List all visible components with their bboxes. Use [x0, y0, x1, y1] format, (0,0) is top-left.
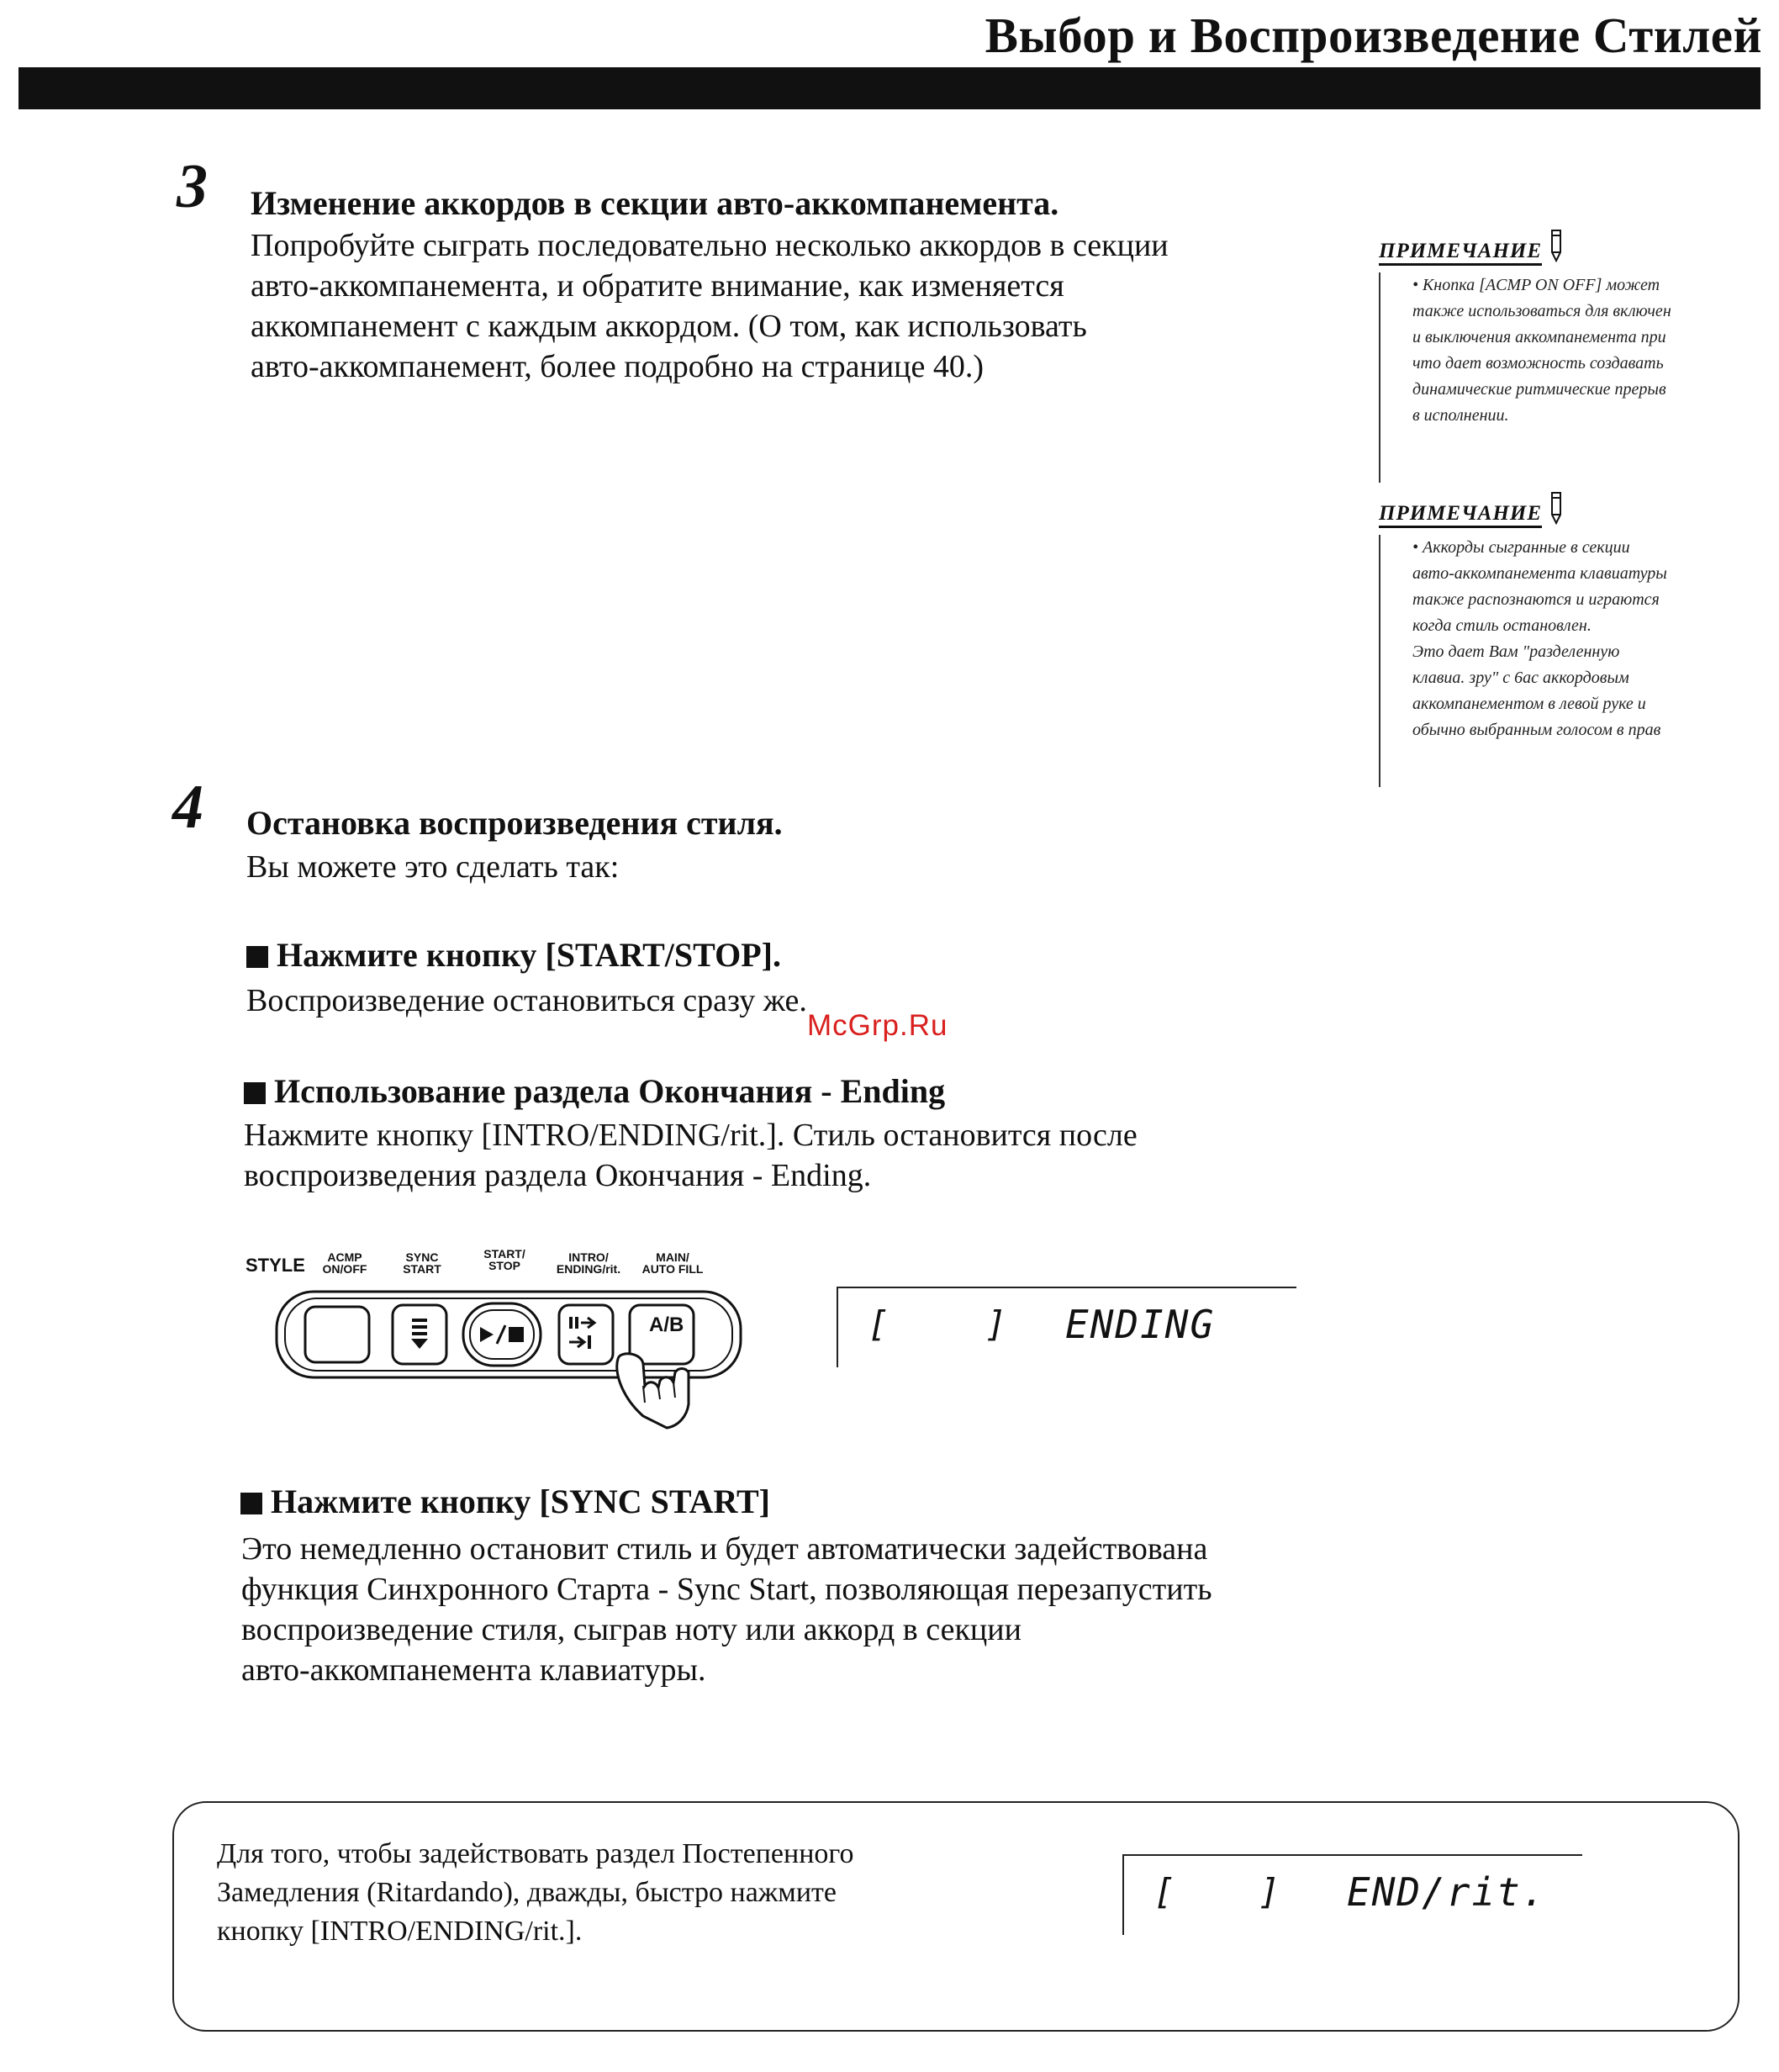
method-line: Воспроизведение остановиться сразу же.	[246, 983, 807, 1018]
note-line: в исполнении.	[1412, 406, 1509, 425]
step-number-4: 4	[172, 773, 203, 842]
method-title-text: Использование раздела Окончания - Ending	[274, 1072, 946, 1110]
note-body	[1379, 272, 1779, 483]
method-title	[246, 935, 781, 975]
start-stop-label: START/ STOP	[483, 1247, 525, 1272]
watermark: McGrp.Ru	[807, 1009, 948, 1042]
play-stop-icon	[480, 1325, 524, 1344]
note-line: авто-аккомпанемента клавиатуры	[1412, 564, 1667, 583]
intro-ending-button[interactable]	[559, 1305, 613, 1364]
pencil-icon	[1545, 229, 1567, 262]
display-left-bracket: [	[868, 1303, 890, 1345]
note-1	[1379, 229, 1779, 483]
note-line: клавиа. зру" с 6ас аккордовым	[1412, 669, 1629, 687]
intro-ending-icon	[569, 1317, 594, 1349]
note-line: когда стиль остановлен.	[1412, 616, 1592, 635]
acmp-button[interactable]	[305, 1307, 369, 1362]
method-line: функция Синхронного Старта - Sync Start, позволяющая перезапустить	[241, 1572, 1212, 1607]
acmp-label: ACMP ON/OFF	[322, 1250, 367, 1276]
step3-line: авто-аккомпанемента, и обратите внимание, как изменяется	[251, 268, 1064, 304]
note-line: динамические ритмические прерыв	[1412, 380, 1666, 399]
step3-heading: Изменение аккордов в секции авто-аккомпанемента.	[251, 184, 1059, 222]
method-title	[244, 1071, 945, 1111]
step4-intro: Вы можете это сделать так:	[246, 849, 620, 885]
bullet-square	[246, 946, 268, 968]
step3-line: авто-аккомпанемент, более подробно на странице 40.)	[251, 349, 985, 384]
step3-body	[251, 225, 1169, 387]
style-label: STYLE	[245, 1255, 305, 1276]
ab-icon: A/B	[649, 1314, 684, 1336]
step4-heading: Остановка воспроизведения стиля.	[246, 804, 783, 842]
sync-start-button[interactable]	[393, 1305, 446, 1364]
step-number-3: 3	[177, 152, 208, 221]
note-line: также распознаются и играются	[1412, 590, 1660, 609]
display-right-bracket: ]	[985, 1303, 1007, 1345]
method-line: Нажмите кнопку [INTRO/ENDING/rit.]. Стиль остановится после	[244, 1118, 1138, 1153]
method-title	[240, 1482, 770, 1521]
note-line: аккомпанементом в левой руке и	[1412, 695, 1646, 713]
info-line: кнопку [INTRO/ENDING/rit.].	[217, 1916, 583, 1947]
note-line: Это дает Вам "разделенную	[1412, 642, 1620, 661]
pencil-icon	[1545, 491, 1567, 525]
display-left-bracket: [	[1153, 1871, 1175, 1912]
display-text: END/rit.	[1347, 1869, 1547, 1915]
bullet-square	[244, 1082, 266, 1104]
method-line: авто-аккомпанемента клавиатуры.	[241, 1652, 706, 1688]
title-bar	[18, 67, 1761, 109]
bullet-square	[240, 1493, 262, 1514]
info-text	[217, 1835, 854, 1951]
display-end-rit	[1122, 1854, 1582, 1935]
note-line: также использоваться для включен	[1412, 302, 1671, 320]
start-stop-button[interactable]	[463, 1303, 541, 1366]
note-line: и выключения аккомпанемента при	[1412, 328, 1666, 346]
method-body	[244, 1115, 1138, 1196]
note-2	[1379, 491, 1779, 787]
method-line: Это немедленно остановит стиль и будет автоматически задействована	[241, 1531, 1208, 1567]
display-ending	[837, 1287, 1296, 1367]
method-line: воспроизведение стиля, сыграв ноту или аккорд в секции	[241, 1612, 1021, 1647]
note-line: что дает возможность создавать	[1412, 354, 1664, 373]
method-title-text: Нажмите кнопку [START/STOP].	[277, 936, 781, 974]
method-title-text: Нажмите кнопку [SYNC START]	[271, 1483, 770, 1520]
step3-line: аккомпанемент с каждым аккордом. (О том, как использовать	[251, 309, 1087, 344]
sync-start-icon	[411, 1319, 428, 1349]
note-body	[1379, 535, 1779, 787]
intro-ending-label: INTRO/ ENDING/rit.	[556, 1250, 621, 1276]
note-label: ПРИМЕЧАНИЕ	[1379, 240, 1542, 266]
info-line: Замедления (Ritardando), дважды, быстро нажмите	[217, 1877, 837, 1908]
method-body	[241, 1529, 1212, 1690]
method-line: воспроизведения раздела Окончания - Ending.	[244, 1158, 872, 1193]
step3-line: Попробуйте сыграть последовательно несколько аккордов в секции	[251, 228, 1169, 263]
method-body	[246, 980, 807, 1021]
display-text: ENDING	[1065, 1302, 1216, 1347]
style-panel	[273, 1280, 752, 1431]
info-line: Для того, чтобы задействовать раздел Постепенного	[217, 1838, 854, 1869]
note-label: ПРИМЕЧАНИЕ	[1379, 502, 1542, 528]
note-line: • Аккорды сыгранные в секции	[1412, 538, 1630, 557]
note-line: обычно выбранным голосом в прав	[1412, 721, 1661, 739]
note-line: • Кнопка [ACMP ON OFF] может	[1412, 276, 1660, 294]
sync-start-label: SYNC START	[403, 1250, 441, 1276]
main-autofill-label: MAIN/ AUTO FILL	[641, 1250, 704, 1276]
display-right-bracket: ]	[1259, 1871, 1280, 1912]
page-title: Выбор и Воспроизведение Стилей	[985, 8, 1762, 63]
